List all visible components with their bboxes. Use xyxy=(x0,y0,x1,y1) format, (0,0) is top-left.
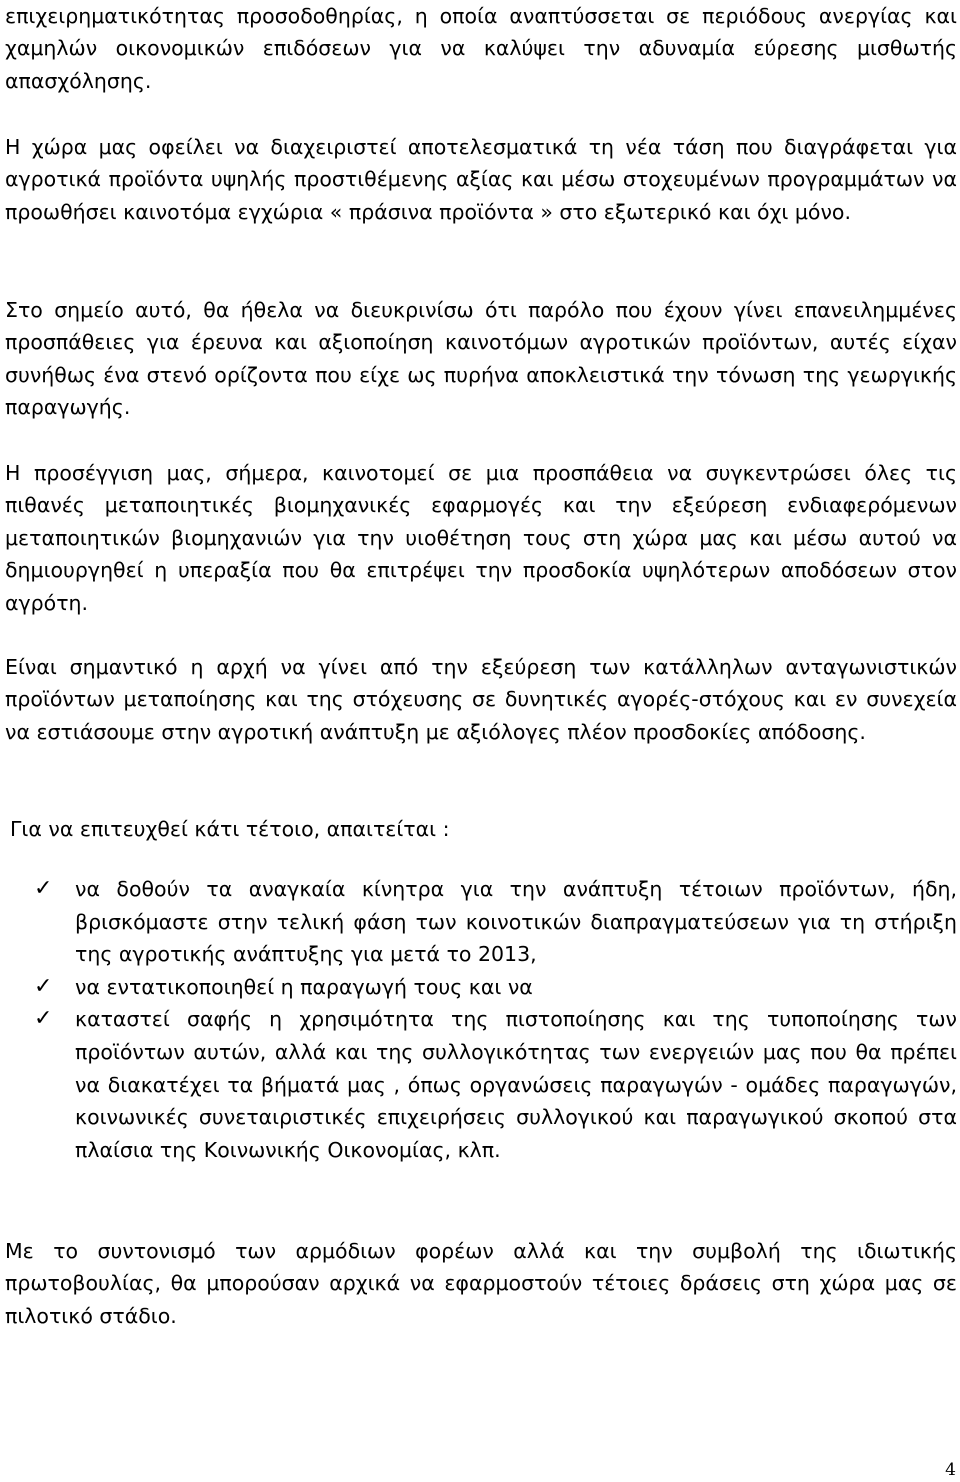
list-item-text: να εντατικοποιηθεί η παραγωγή τους και να xyxy=(75,974,533,999)
paragraph-2: Η χώρα μας οφείλει να διαχειριστεί αποτελεσματικά τη νέα τάση που διαγράφεται για αγροτικά προϊόντα υψηλής προστιθέμενης αξίας και μέσω στοχευμένων προγραμμάτων να προωθήσει καινοτόμα εγχώρια « πράσινα προϊόντα » στο εξωτερικό και όχι μόνο. xyxy=(5,135,957,224)
list-item-text: να δοθούν τα αναγκαία κίνητρα για την ανάπτυξη τέτοιων προϊόντων, ήδη, βρισκόμαστε στην τελική φάση των κοινοτικών διαπραγματεύσεων για τη στήριξη της αγροτικής ανάπτυξης για μετά το 2013, xyxy=(75,877,957,967)
checklist xyxy=(0,873,957,1166)
paragraph-5: Είναι σημαντικό η αρχή να γίνει από την εξεύρεση των κατάλληλων ανταγωνιστικών προϊόντων μεταποίησης και της στόχευσης σε δυνητικές αγορές-στόχους και εν συνεχεία να εστιάσουμε στην αγροτική ανάπτυξη με αξιόλογες πλέον προσδοκίες απόδοσης. xyxy=(5,655,957,744)
list-item xyxy=(0,1003,957,1166)
checkmark-icon: ✓ xyxy=(34,973,53,999)
checkmark-icon: ✓ xyxy=(34,876,53,901)
closing-paragraph: Με το συντονισμό των αρμόδιων φορέων αλλά και την συμβολή της ιδιωτικής πρωτοβουλίας, θα μπορούσαν αρχικά να εφαρμοστούν τέτοιες δράσεις στη χώρα μας σε πιλοτικό στάδιο. xyxy=(5,1239,957,1328)
paragraph-3: Στο σημείο αυτό, θα ήθελα να διευκρινίσω ότι παρόλο που έχουν γίνει επανειλημμένες προσπάθειες για έρευνα και αξιοποίηση καινοτόμων αγροτικών προϊόντων, αυτές είχαν συνήθως ένα στενό ορίζοντα που είχε ως πυρήνα αποκλειστικά την τόνωση της γεωργικής παραγωγής. xyxy=(5,298,957,420)
paragraph-1: επιχειρηματικότητας προσοδοθηρίας, η οποία αναπτύσσεται σε περιόδους ανεργίας και χαμηλών οικονομικών επιδόσεων για να καλύψει την αδυναμία εύρεσης μισθωτής απασχόλησης. xyxy=(5,4,957,93)
checkmark-icon: ✓ xyxy=(34,1006,53,1032)
paragraph-4: Η προσέγγιση μας, σήμερα, καινοτομεί σε μια προσπάθεια να συγκεντρώσει όλες τις πιθανές μεταποιητικές βιομηχανικές εφαρμογές και την εξεύρεση ενδιαφερόμενων μεταποιητικών βιομηχανιών για την υιοθέτηση τους στη χώρα μας και μέσω αυτού να δημιουργηθεί η υπεραξία που θα επιτρέψει την προσδοκία υψηλότερων αποδόσεων στον αγρότη. xyxy=(5,461,957,615)
page-number: 4 xyxy=(945,1460,956,1480)
list-item xyxy=(0,873,957,971)
list-item-text: καταστεί σαφής η χρησιμότητα της πιστοποίησης και της τυποποίησης των προϊόντων αυτών, αλλά και της συλλογικότητας των ενεργειών μας που θα πρέπει να διακατέχει τα βήματά μας , όπως οργανώσεις παραγωγών - ομάδες παραγωγών, κοινωνικές συνεταιριστικές επιχειρήσεις συλλογικού και παραγωγικού σκοπού στα πλαίσια της Κοινωνικής Οικονομίας, κλπ. xyxy=(75,1007,957,1162)
list-intro: Για να επιτευχθεί κάτι τέτοιο, απαιτείται : xyxy=(10,817,450,841)
list-item xyxy=(0,971,957,1004)
